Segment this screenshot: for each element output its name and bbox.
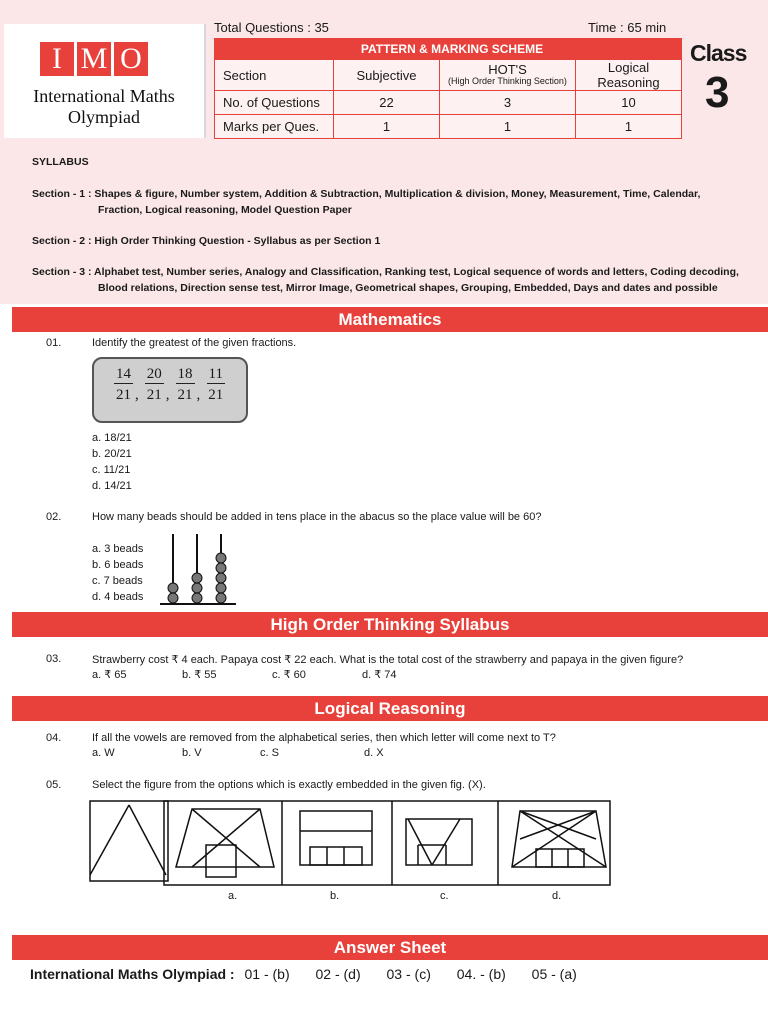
section-banner-hots: High Order Thinking Syllabus xyxy=(12,612,768,637)
cell: 10 xyxy=(576,91,682,115)
cell: 1 xyxy=(440,115,576,139)
scheme-header-hots xyxy=(440,60,576,91)
q2-options xyxy=(92,541,143,605)
option[interactable]: b. ₹ 55 xyxy=(182,669,217,681)
denominator: 21 xyxy=(208,387,224,403)
section-banner-mathematics: Mathematics xyxy=(12,307,768,332)
fractions-row xyxy=(114,365,227,406)
syllabus-s1-line2: Fraction, Logical reasoning, Model Question Paper xyxy=(98,204,352,216)
option[interactable]: c. 7 beads xyxy=(92,575,143,587)
abacus-bead xyxy=(192,573,202,583)
answer-key xyxy=(30,966,577,982)
hots-sublabel: (High Order Thinking Section) xyxy=(448,76,567,86)
abacus-bead xyxy=(168,593,178,603)
option[interactable]: c. ₹ 60 xyxy=(272,669,306,681)
figure-option-a[interactable] xyxy=(176,809,274,877)
scheme-header-subjective: Subjective xyxy=(334,60,440,91)
answer-item: 05 - (a) xyxy=(531,966,577,982)
abacus-bead xyxy=(192,593,202,603)
numerator: 18 xyxy=(177,366,193,382)
numerator: 20 xyxy=(146,366,162,382)
question-number: 04. xyxy=(46,732,62,744)
syllabus-section-1 xyxy=(32,186,752,218)
abacus-bead xyxy=(216,563,226,573)
logo-letter: M xyxy=(77,42,111,76)
total-questions: Total Questions : 35 xyxy=(214,20,329,35)
abacus-bead xyxy=(216,583,226,593)
fraction-separator: , xyxy=(135,387,139,403)
option[interactable]: b. V xyxy=(182,747,202,759)
section-banner-logical-reasoning: Logical Reasoning xyxy=(12,696,768,721)
denominator: 21 xyxy=(116,387,131,403)
scheme-header-section: Section xyxy=(215,60,334,91)
option[interactable]: a. 18/21 xyxy=(92,432,132,444)
syllabus-s3-line1: Section - 3 : Alphabet test, Number series, Analogy and Classification, Ranking test, Logical sequence of words and letters, Coding decoding, xyxy=(32,266,739,278)
answer-key-label: International Maths Olympiad : xyxy=(30,966,235,982)
question-text: If all the vowels are removed from the alphabetical series, then which letter will come next to T? xyxy=(92,732,556,744)
option[interactable]: c. 11/21 xyxy=(92,464,131,476)
option[interactable]: b. 6 beads xyxy=(92,559,144,571)
q1-options xyxy=(92,430,132,494)
answer-item: 02 - (d) xyxy=(315,966,361,982)
abacus-bead xyxy=(216,593,226,603)
scheme-title: PATTERN & MARKING SCHEME xyxy=(215,39,682,60)
option[interactable]: c. S xyxy=(260,747,279,759)
denominator: 21 xyxy=(146,387,162,403)
logo-name-line2: Olympiad xyxy=(68,107,140,127)
numerator: 11 xyxy=(208,366,223,382)
figure-option-c[interactable] xyxy=(406,819,472,865)
option[interactable]: d. 4 beads xyxy=(92,591,144,603)
class-number: 3 xyxy=(705,68,730,117)
question-number: 05. xyxy=(46,779,62,791)
logo-letter: I xyxy=(40,42,74,76)
answer-item: 03 - (c) xyxy=(386,966,431,982)
option[interactable]: a. ₹ 65 xyxy=(92,669,127,681)
logo-letter: O xyxy=(114,42,148,76)
row-label: No. of Questions xyxy=(215,91,334,115)
option-label[interactable]: b. xyxy=(330,890,340,902)
row-label: Marks per Ques. xyxy=(215,115,334,139)
syllabus-s3-line2: Blood relations, Direction sense test, Mirror Image, Geometrical shapes, Grouping, Embedded, Days and dates and possible xyxy=(98,282,718,294)
fraction xyxy=(114,365,133,406)
table-row xyxy=(215,91,682,115)
option[interactable]: d. 14/21 xyxy=(92,480,132,492)
abacus-figure xyxy=(160,530,240,608)
question-number: 03. xyxy=(46,653,62,665)
cell: 22 xyxy=(334,91,440,115)
option[interactable]: d. X xyxy=(364,747,384,759)
option-label[interactable]: c. xyxy=(440,890,449,902)
imo-logo-letters xyxy=(40,42,148,76)
syllabus-title: SYLLABUS xyxy=(32,156,89,168)
abacus-bead xyxy=(216,573,226,583)
abacus-bead xyxy=(168,583,178,593)
option[interactable]: d. ₹ 74 xyxy=(362,669,397,681)
fraction xyxy=(145,365,164,406)
fraction-separator: , xyxy=(196,387,201,403)
fraction xyxy=(176,365,195,406)
table-row xyxy=(215,115,682,139)
denominator: 21 xyxy=(177,387,193,403)
option[interactable]: a. W xyxy=(92,747,115,759)
logo-name xyxy=(4,86,204,128)
numerator: 14 xyxy=(116,366,131,382)
question-text: Identify the greatest of the given fractions. xyxy=(92,337,297,349)
logo-name-line1: International Maths xyxy=(33,86,175,106)
cell: 1 xyxy=(576,115,682,139)
question-text: How many beads should be added in tens place in the abacus so the place value will be 60? xyxy=(92,511,542,523)
class-label: Class xyxy=(690,40,747,66)
figure-option-d[interactable] xyxy=(512,811,606,867)
figure-option-b[interactable] xyxy=(300,811,372,865)
option[interactable]: b. 20/21 xyxy=(92,448,132,460)
syllabus-section-2: Section - 2 : High Order Thinking Question - Syllabus as per Section 1 xyxy=(32,235,381,247)
fractions-box xyxy=(92,357,248,423)
scheme-header-logical: Logical Reasoning xyxy=(576,60,682,91)
option[interactable]: a. 3 beads xyxy=(92,543,144,555)
hots-label: HOT'S xyxy=(488,62,527,77)
question-number: 01. xyxy=(46,337,62,349)
answer-item: 04. - (b) xyxy=(456,966,506,982)
syllabus-section-3 xyxy=(32,264,752,296)
syllabus-s1-line1: Section - 1 : Shapes & figure, Number system, Addition & Subtraction, Multiplication & division, Money, Measurement, Time, Calendar, xyxy=(32,188,701,200)
option-label[interactable]: d. xyxy=(552,890,562,902)
section-banner-answer-sheet: Answer Sheet xyxy=(12,935,768,960)
cell: 1 xyxy=(334,115,440,139)
embedded-figures xyxy=(88,799,614,887)
option-label[interactable]: a. xyxy=(228,890,238,902)
question-text: Select the figure from the options which is exactly embedded in the given fig. (X). xyxy=(92,779,486,791)
question-number: 02. xyxy=(46,511,62,523)
cell: 3 xyxy=(440,91,576,115)
fraction xyxy=(206,365,225,406)
time-limit: Time : 65 min xyxy=(588,20,667,35)
figure-x xyxy=(90,801,168,881)
abacus-bead xyxy=(216,553,226,563)
answer-item: 01 - (b) xyxy=(244,966,290,982)
question-text: Strawberry cost ₹ 4 each. Papaya cost ₹ 22 each. What is the total cost of the strawberry and papaya in the given figure? xyxy=(92,654,684,666)
abacus-bead xyxy=(192,583,202,593)
fraction-separator: , xyxy=(165,387,170,403)
marking-scheme-table xyxy=(214,38,682,139)
